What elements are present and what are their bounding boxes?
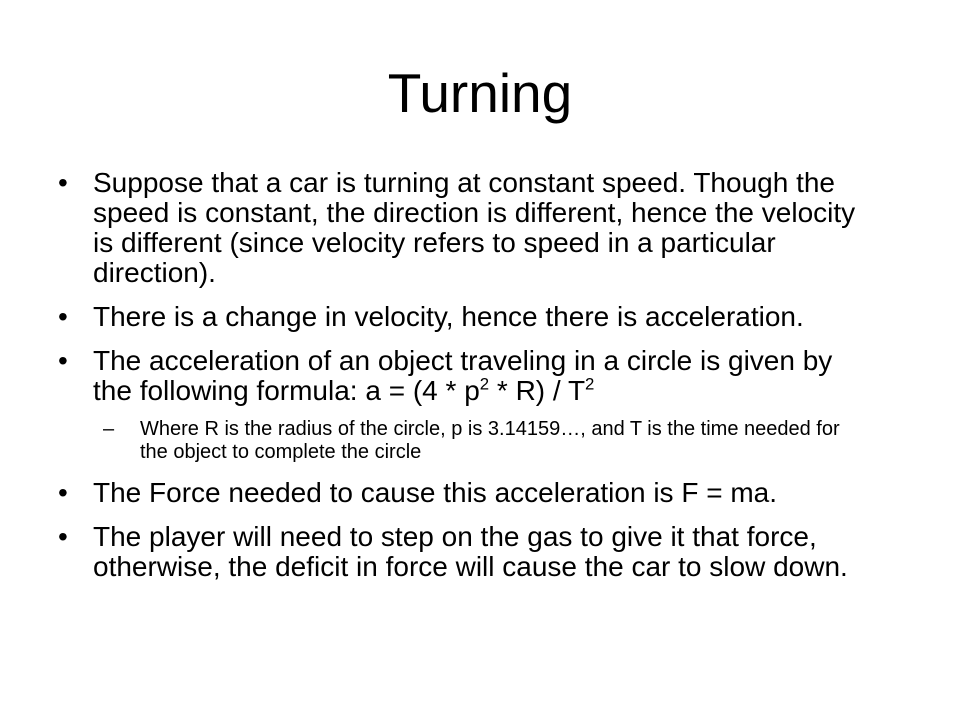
formula-exponent-t: 2 xyxy=(585,374,595,394)
bullet-marker: • xyxy=(58,301,68,332)
bullet-text: Suppose that a car is turning at constant speed. Though the speed is constant, the direction is different, hence the velocity is different (since velocity refers to speed in a particular direction). xyxy=(93,167,856,288)
bullet-constant-speed xyxy=(58,168,868,288)
bullet-marker: • xyxy=(58,521,68,552)
sub-bullet-text: Where R is the radius of the circle, p is 3.14159…, and T is the time needed for the object to complete the circle xyxy=(140,418,840,463)
sub-bullet-formula-legend xyxy=(58,418,868,464)
bullet-text: There is a change in velocity, hence there is acceleration. xyxy=(93,301,804,332)
slide-title: Turning xyxy=(387,62,573,124)
slide-body xyxy=(58,168,868,596)
sub-bullet-marker: – xyxy=(103,418,115,440)
bullet-marker: • xyxy=(58,167,68,198)
bullet-text: The player will need to step on the gas to give it that force, otherwise, the deficit in force will cause the car to slow down. xyxy=(93,521,848,582)
bullet-marker: • xyxy=(58,345,68,376)
formula-exponent-p: 2 xyxy=(479,374,490,394)
bullet-step-on-gas xyxy=(58,522,868,582)
formula-text-mid: * R) / T xyxy=(489,375,586,406)
formula-text-prefix: The acceleration of an object traveling in a circle is given by the following formula: a = (4 * p xyxy=(93,345,833,406)
bullet-acceleration-formula xyxy=(58,346,868,406)
bullet-marker: • xyxy=(58,477,68,508)
bullet-change-in-velocity xyxy=(58,302,868,332)
bullet-text: The Force needed to cause this acceleration is F = ma. xyxy=(93,477,778,508)
bullet-force xyxy=(58,478,868,508)
